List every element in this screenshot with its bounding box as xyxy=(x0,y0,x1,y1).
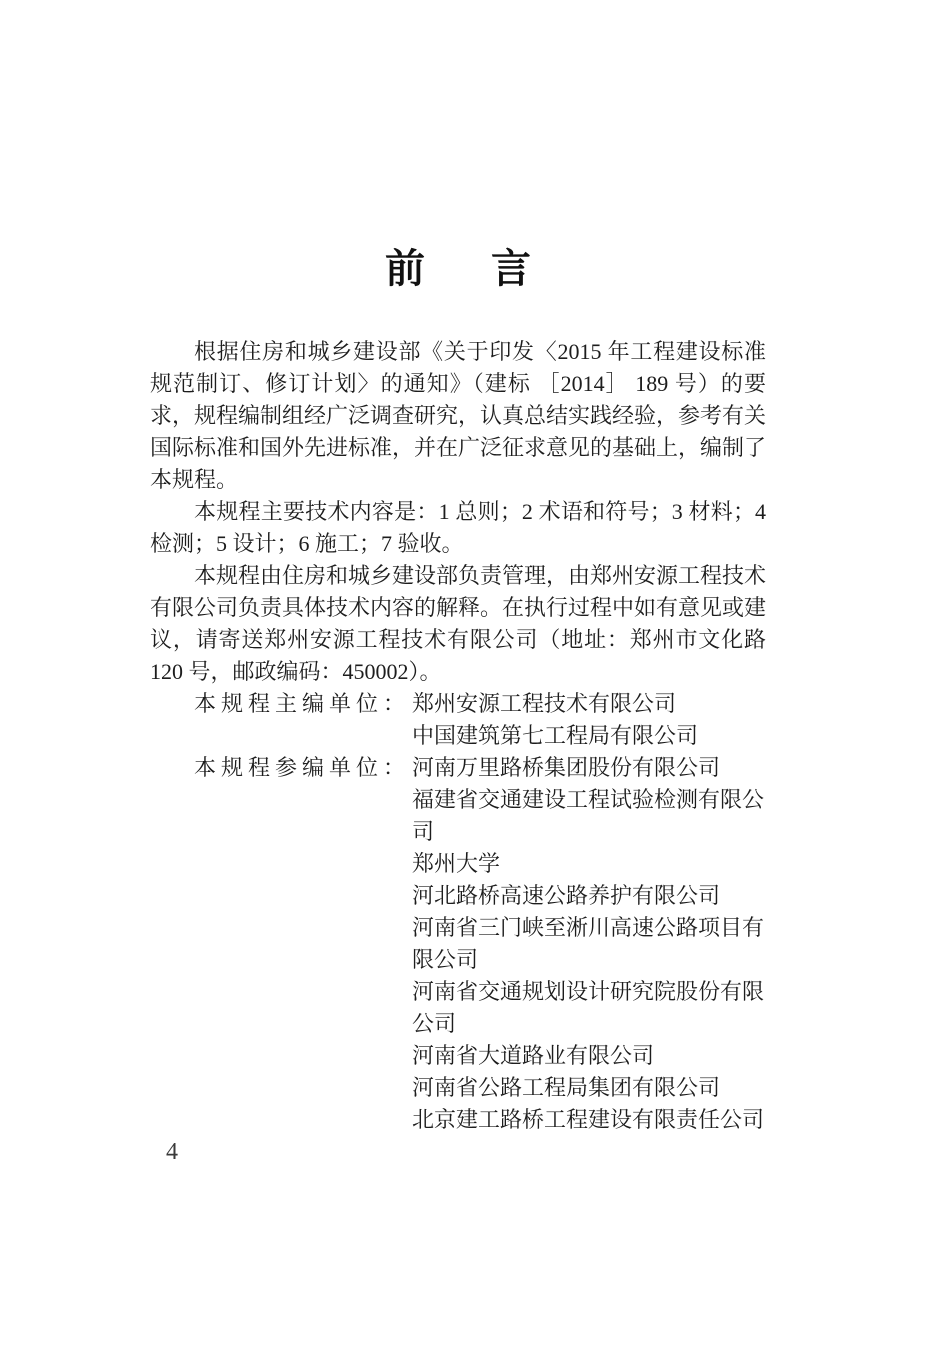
chief-unit: 中国建筑第七工程局有限公司 xyxy=(412,723,699,748)
chief-editor-label: 本规程主编单位： xyxy=(194,691,411,716)
participating-unit: 河北路桥高速公路养护有限公司 xyxy=(412,883,721,908)
participating-editor-row xyxy=(150,752,766,1136)
participating-unit: 北京建工路桥工程建设有限责任公司 xyxy=(412,1107,765,1132)
participating-unit: 河南省大道路业有限公司 xyxy=(412,1043,655,1068)
chief-unit: 郑州安源工程技术有限公司 xyxy=(412,691,677,716)
chief-editor-unit-list xyxy=(412,688,766,752)
participating-unit-list xyxy=(412,752,766,1136)
paragraph-basis: 根据住房和城乡建设部《关于印发〈2015 年工程建设标准规范制订、修订计划〉的通知》（建标 ［2014］ 189 号）的要求，规程编制组经广泛调查研究，认真总结实践经验，参考有关国际标准和国外先进标准，并在广泛征求意见的基础上，编制了本规程。 xyxy=(150,339,767,492)
participating-unit: 福建省交通建设工程试验检测有限公司 xyxy=(412,787,765,844)
paragraph-management: 本规程由住房和城乡建设部负责管理，由郑州安源工程技术有限公司负责具体技术内容的解释。在执行过程中如有意见或建议，请寄送郑州安源工程技术有限公司（地址：郑州市文化路 120 号，邮政编码：450002）。 xyxy=(150,563,767,684)
page-number: 4 xyxy=(166,1139,178,1165)
page-title-char-second: 言 xyxy=(491,247,531,291)
participating-unit: 河南省交通规划设计研究院股份有限公司 xyxy=(412,979,765,1036)
paragraph-technical-contents: 本规程主要技术内容是：1 总则；2 术语和符号；3 材料；4 检测；5 设计；6 施工；7 验收。 xyxy=(150,499,766,556)
page-title-char-first: 前 xyxy=(385,247,425,291)
participating-unit: 河南省三门峡至淅川高速公路项目有限公司 xyxy=(412,915,765,972)
foreword-content xyxy=(150,336,766,1136)
participating-editor-label: 本规程参编单位： xyxy=(194,755,411,780)
page-title xyxy=(150,246,766,292)
participating-unit: 河南万里路桥集团股份有限公司 xyxy=(412,755,721,780)
participating-unit: 郑州大学 xyxy=(412,851,501,876)
chief-editor-row xyxy=(150,688,766,752)
participating-unit: 河南省公路工程局集团有限公司 xyxy=(412,1075,721,1100)
